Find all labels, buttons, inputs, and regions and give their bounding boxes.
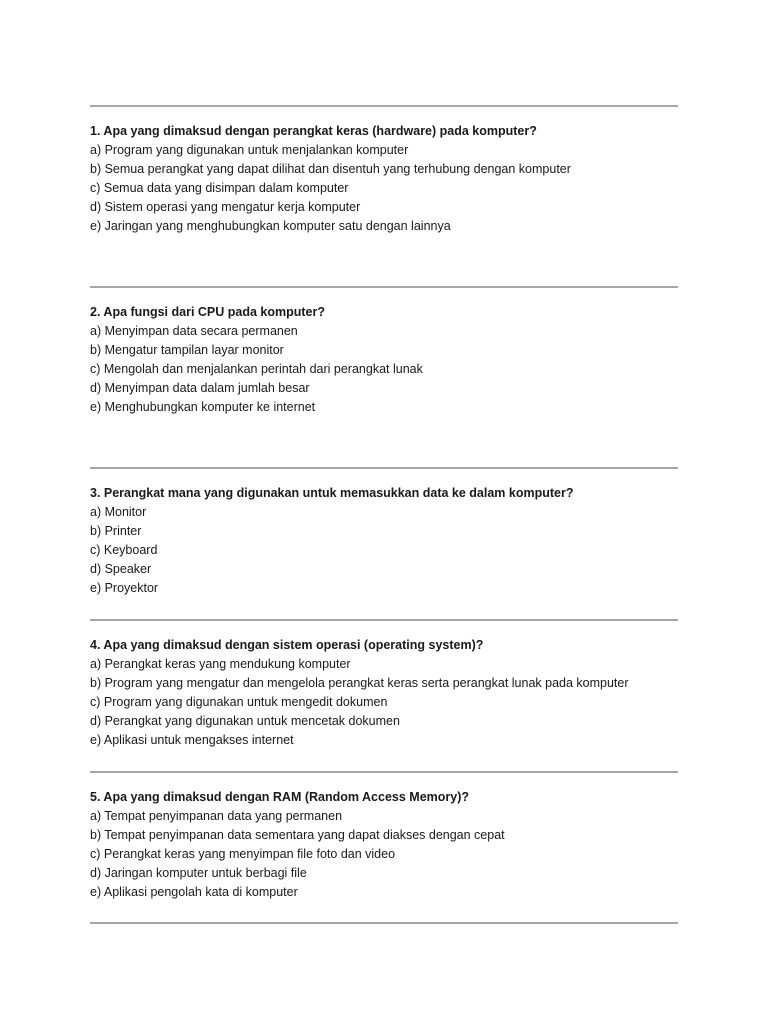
answer-option-e: e) Menghubungkan komputer ke internet <box>90 400 316 414</box>
divider <box>90 286 678 288</box>
divider <box>90 619 678 621</box>
answer-option-b: b) Printer <box>90 524 142 538</box>
answer-option-a: a) Tempat penyimpanan data yang permanen <box>90 809 343 823</box>
answer-option-d: d) Menyimpan data dalam jumlah besar <box>90 381 310 395</box>
question-5 <box>90 788 690 902</box>
question-1 <box>90 122 690 236</box>
divider <box>90 105 678 107</box>
question-title: 4. Apa yang dimaksud dengan sistem operasi (operating system)? <box>90 638 484 652</box>
answer-option-b: b) Mengatur tampilan layar monitor <box>90 343 284 357</box>
answer-option-c: c) Perangkat keras yang menyimpan file foto dan video <box>90 847 396 861</box>
answer-option-a: a) Monitor <box>90 505 147 519</box>
answer-option-e: e) Proyektor <box>90 581 159 595</box>
answer-option-b: b) Tempat penyimpanan data sementara yang dapat diakses dengan cepat <box>90 828 505 842</box>
answer-option-a: a) Perangkat keras yang mendukung komputer <box>90 657 351 671</box>
divider <box>90 771 678 773</box>
question-title: 2. Apa fungsi dari CPU pada komputer? <box>90 305 325 319</box>
answer-option-e: e) Aplikasi pengolah kata di komputer <box>90 885 298 899</box>
question-title: 3. Perangkat mana yang digunakan untuk memasukkan data ke dalam komputer? <box>90 486 574 500</box>
answer-option-d: d) Sistem operasi yang mengatur kerja komputer <box>90 200 361 214</box>
divider <box>90 922 678 924</box>
question-2 <box>90 303 690 417</box>
question-title: 1. Apa yang dimaksud dengan perangkat keras (hardware) pada komputer? <box>90 124 537 138</box>
answer-option-c: c) Program yang digunakan untuk mengedit dokumen <box>90 695 388 709</box>
answer-option-d: d) Speaker <box>90 562 152 576</box>
answer-option-e: e) Aplikasi untuk mengakses internet <box>90 733 294 747</box>
answer-option-c: c) Semua data yang disimpan dalam komputer <box>90 181 349 195</box>
answer-option-e: e) Jaringan yang menghubungkan komputer satu dengan lainnya <box>90 219 451 233</box>
answer-option-a: a) Program yang digunakan untuk menjalankan komputer <box>90 143 409 157</box>
divider <box>90 467 678 469</box>
question-4 <box>90 636 690 750</box>
answer-option-c: c) Keyboard <box>90 543 158 557</box>
answer-option-a: a) Menyimpan data secara permanen <box>90 324 298 338</box>
question-3 <box>90 484 690 598</box>
answer-option-d: d) Jaringan komputer untuk berbagi file <box>90 866 307 880</box>
question-title: 5. Apa yang dimaksud dengan RAM (Random Access Memory)? <box>90 790 470 804</box>
answer-option-b: b) Semua perangkat yang dapat dilihat dan disentuh yang terhubung dengan komputer <box>90 162 571 176</box>
answer-option-d: d) Perangkat yang digunakan untuk mencetak dokumen <box>90 714 400 728</box>
answer-option-c: c) Mengolah dan menjalankan perintah dari perangkat lunak <box>90 362 423 376</box>
answer-option-b: b) Program yang mengatur dan mengelola perangkat keras serta perangkat lunak pada komputer <box>90 676 629 690</box>
